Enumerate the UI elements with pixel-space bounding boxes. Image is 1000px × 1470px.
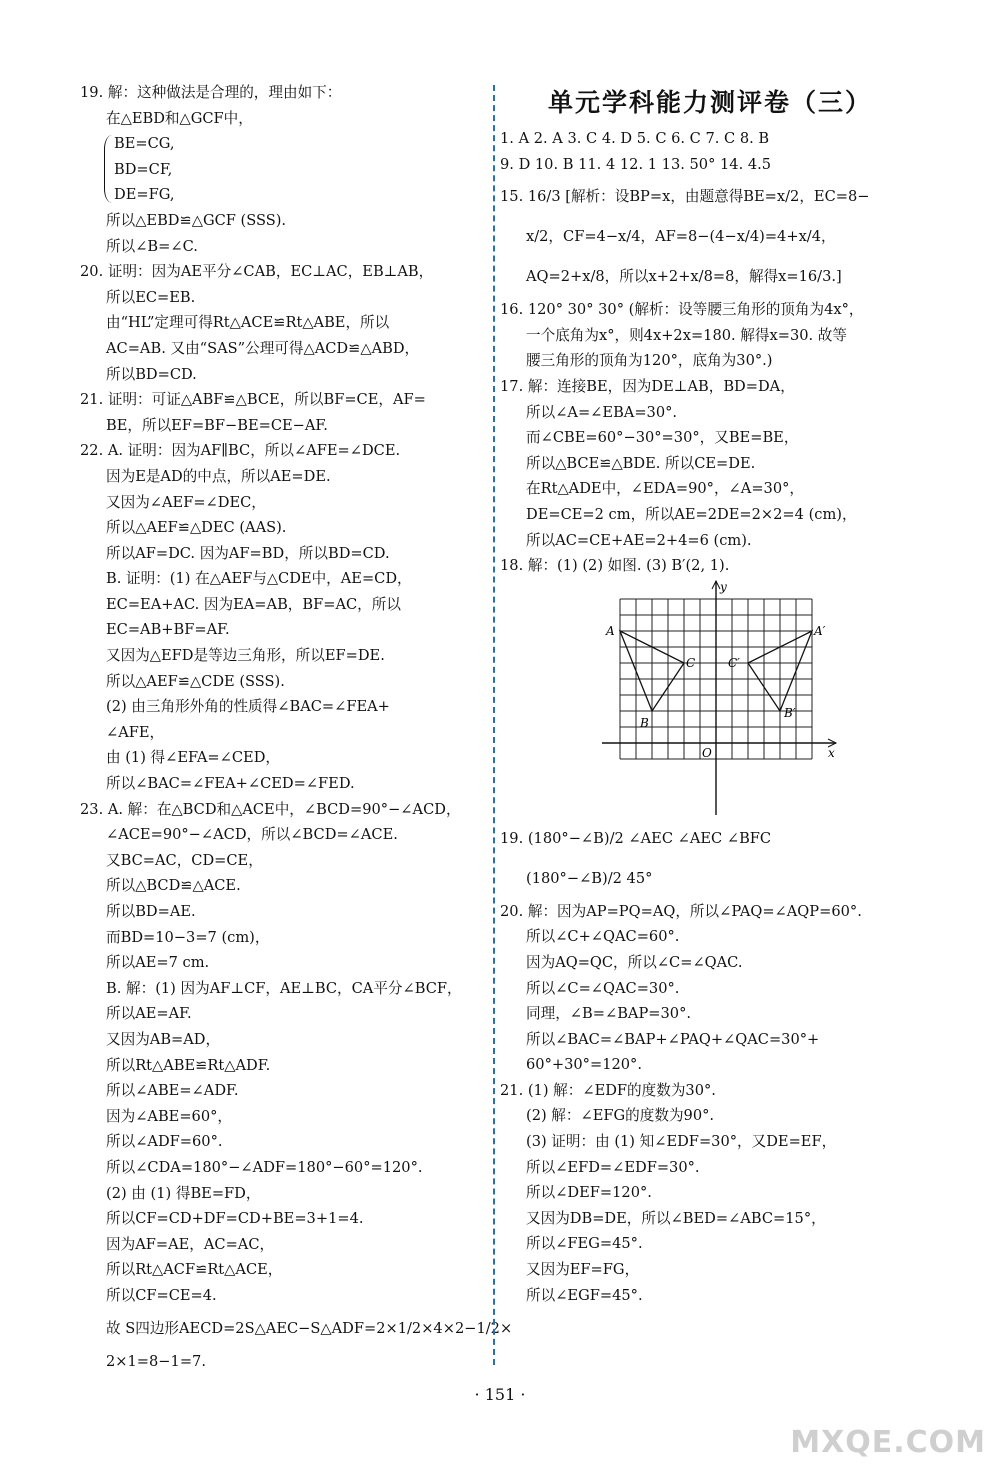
text-line: 而∠CBE=60°−30°=30°，又BE=BE， bbox=[526, 429, 799, 447]
text-line: 60°+30°=120°. bbox=[526, 1056, 642, 1074]
text-line: 在Rt△ADE中，∠EDA=90°，∠A=30°， bbox=[526, 480, 805, 498]
text-line: 腰三角形的顶角为120°，底角为30°.) bbox=[526, 352, 773, 370]
column-divider bbox=[493, 85, 495, 1365]
y-axis-label: y bbox=[720, 579, 727, 594]
right-answers-top bbox=[500, 126, 920, 579]
text-line: 又BC=AC，CD=CE， bbox=[106, 851, 263, 869]
text-line: 所以AF=DC. 因为AF=BD，所以BD=CD. bbox=[106, 544, 390, 562]
text-line: BE=CG, bbox=[114, 135, 175, 153]
text-line: 1. A 2. A 3. C 4. D 5. C 6. C 7. C 8. B bbox=[500, 130, 770, 147]
text-line: AQ=2+x/8，所以x+2+x/8=8，解得x=16/3.] bbox=[526, 268, 842, 286]
brace-group bbox=[80, 131, 490, 208]
text-line: 又因为△EFD是等边三角形，所以EF=DE. bbox=[106, 647, 385, 665]
text-line: BD=CF, bbox=[114, 160, 173, 178]
watermark: MXQE.COM bbox=[790, 1425, 986, 1460]
point-label: C bbox=[686, 655, 696, 670]
text-line: 在△EBD和△GCF中， bbox=[106, 109, 253, 127]
left-brace bbox=[104, 135, 113, 203]
text-line: 所以∠EGF=45°. bbox=[526, 1286, 643, 1304]
text-line: 15. 16/3 [解析：设BP=x，由题意得BE=x/2，EC=8− bbox=[500, 188, 870, 206]
text-line: 所以EC=EB. bbox=[106, 288, 196, 306]
text-line: (2) 由 (1) 得BE=FD， bbox=[106, 1184, 261, 1202]
text-line: 所以∠A=∠EBA=30°. bbox=[526, 403, 678, 421]
text-line: 又因为∠AEF=∠DEC， bbox=[106, 493, 266, 511]
text-line: BE，所以EF=BF−BE=CE−AF. bbox=[106, 416, 328, 434]
text-line: 18. 解：(1) (2) 如图. (3) B′(2, 1). bbox=[500, 557, 730, 575]
point-label: A bbox=[606, 623, 615, 638]
text-line: 2×1=8−1=7. bbox=[106, 1352, 206, 1370]
text-line: 所以△BCE≌△BDE. 所以CE=DE. bbox=[526, 454, 756, 472]
point-label: C′ bbox=[728, 655, 740, 670]
text-line: ∠ACE=90°−∠ACD，所以∠BCD=∠ACE. bbox=[106, 826, 398, 844]
x-axis-label: x bbox=[828, 745, 835, 760]
right-column bbox=[500, 80, 920, 1308]
text-line: 所以AE=7 cm. bbox=[106, 954, 210, 972]
text-line: 所以Rt△ACF≌Rt△ACE， bbox=[106, 1261, 283, 1279]
text-line: 所以AE=AF. bbox=[106, 1005, 192, 1023]
text-line: 所以Rt△ABE≌Rt△ADF. bbox=[106, 1056, 271, 1074]
text-line: 所以∠C+∠QAC=60°. bbox=[526, 928, 680, 946]
text-line: 因为AF=AE，AC=AC， bbox=[106, 1235, 275, 1253]
text-line: 因为∠ABE=60°， bbox=[106, 1107, 233, 1125]
coordinate-figure bbox=[600, 579, 840, 819]
text-line: 19. (180°−∠B)/2 ∠AEC ∠AEC ∠BFC bbox=[500, 829, 772, 847]
text-line: 又因为DB=DE，所以∠BED=∠ABC=15°， bbox=[526, 1209, 826, 1227]
text-line: EC=EA+AC. 因为EA=AB，BF=AC，所以 bbox=[106, 595, 401, 613]
text-line: DE=FG, bbox=[114, 186, 175, 204]
text-line: 所以∠BAC=∠FEA+∠CED=∠FED. bbox=[106, 775, 355, 793]
text-line: 20. 证明：因为AE平分∠CAB，EC⊥AC，EB⊥AB， bbox=[80, 263, 434, 281]
text-line: 故 S四边形AECD=2S△AEC−S△ADF=2×1/2×4×2−1/2× bbox=[106, 1319, 513, 1337]
text-line: (3) 证明：由 (1) 知∠EDF=30°，又DE=EF， bbox=[526, 1133, 837, 1151]
text-line: 所以∠B=∠C. bbox=[106, 237, 198, 255]
text-line: 所以∠EFD=∠EDF=30°. bbox=[526, 1158, 700, 1176]
text-line: B. 解：(1) 因为AF⊥CF，AE⊥BC，CA平分∠BCF， bbox=[106, 979, 462, 997]
text-line: 而BD=10−3=7 (cm)， bbox=[106, 928, 270, 946]
right-answers-bottom bbox=[500, 819, 920, 1309]
text-line: 所以∠FEG=45°. bbox=[526, 1235, 643, 1253]
grid-figure bbox=[600, 579, 840, 819]
section-title: 单元学科能力测评卷（三） bbox=[547, 88, 872, 117]
text-line: 所以BD=AE. bbox=[106, 903, 196, 920]
text-line: 21. 证明：可证△ABF≌△BCE，所以BF=CE，AF= bbox=[80, 391, 426, 409]
text-line: 22. A. 证明：因为AF∥BC，所以∠AFE=∠DCE. bbox=[80, 442, 401, 460]
point-label: B bbox=[640, 715, 649, 730]
text-line: 由 (1) 得∠EFA=∠CED， bbox=[106, 749, 280, 767]
text-line: 所以△EBD≌△GCF (SSS). bbox=[106, 211, 287, 229]
text-line: (2) 由三角形外角的性质得∠BAC=∠FEA+ bbox=[106, 698, 390, 716]
text-line: 9. D 10. B 11. 4 12. 1 13. 50° 14. 4.5 bbox=[500, 155, 772, 173]
page-number: · 151 · bbox=[474, 1385, 526, 1404]
text-line: 因为AQ=QC，所以∠C=∠QAC. bbox=[526, 953, 743, 971]
text-line: 21. (1) 解：∠EDF的度数为30°. bbox=[500, 1081, 716, 1099]
text-line: EC=AB+BF=AF. bbox=[106, 621, 230, 639]
text-line: 所以CF=CD+DF=CD+BE=3+1=4. bbox=[106, 1210, 364, 1228]
text-line: 所以CF=CE=4. bbox=[106, 1286, 217, 1304]
text-line: DE=CE=2 cm，所以AE=2DE=2×2=4 (cm)， bbox=[526, 505, 857, 523]
text-line: 一个底角为x°，则4x+2x=180. 解得x=30. 故等 bbox=[526, 326, 847, 344]
text-line: ∠AFE， bbox=[106, 723, 165, 741]
text-line: 所以∠BAC=∠BAP+∠PAQ+∠QAC=30°+ bbox=[526, 1030, 820, 1048]
text-line: (180°−∠B)/2 45° bbox=[526, 869, 653, 887]
text-line: 所以∠ABE=∠ADF. bbox=[106, 1082, 239, 1100]
text-line: x/2，CF=4−x/4，AF=8−(4−x/4)=4+x/4， bbox=[526, 228, 836, 246]
text-line: 23. A. 解：在△BCD和△ACE中，∠BCD=90°−∠ACD， bbox=[80, 800, 461, 818]
text-line: 17. 解：连接BE，因为DE⊥AB，BD=DA， bbox=[500, 377, 795, 395]
text-line: B. 证明：(1) 在△AEF与△CDE中，AE=CD， bbox=[106, 570, 412, 588]
text-line: 19. 解：这种做法是合理的，理由如下： bbox=[80, 84, 342, 101]
point-label: A′ bbox=[814, 623, 826, 638]
text-line: 所以△BCD≌△ACE. bbox=[106, 877, 241, 895]
text-line: 所以△AEF≌△DEC (AAS). bbox=[106, 519, 287, 537]
text-line: (2) 解：∠EFG的度数为90°. bbox=[526, 1107, 715, 1125]
text-line: 所以△AEF≌△CDE (SSS). bbox=[106, 672, 285, 690]
text-line: 所以∠ADF=60°. bbox=[106, 1133, 223, 1151]
text-line: 由“HL”定理可得Rt△ACE≌Rt△ABE，所以 bbox=[106, 314, 390, 332]
text-line: AC=AB. 又由“SAS”公理可得△ACD≌△ABD， bbox=[106, 339, 420, 357]
text-line: 所以AC=CE+AE=2+4=6 (cm). bbox=[526, 531, 752, 549]
text-line: 又因为EF=FG， bbox=[526, 1261, 640, 1279]
text-line: 因为E是AD的中点，所以AE=DE. bbox=[106, 467, 331, 485]
text-line: 所以∠C=∠QAC=30°. bbox=[526, 979, 680, 997]
origin-label: O bbox=[702, 745, 712, 760]
text-line: 又因为AB=AD， bbox=[106, 1030, 221, 1048]
text-line: 20. 解：因为AP=PQ=AQ，所以∠PAQ=∠AQP=60°. bbox=[500, 902, 862, 920]
text-line: 所以∠DEF=120°. bbox=[526, 1184, 652, 1202]
point-label: B′ bbox=[784, 705, 796, 720]
text-line: 同理，∠B=∠BAP=30°. bbox=[526, 1005, 692, 1023]
text-line: 所以BD=CD. bbox=[106, 365, 197, 383]
text-line: 所以∠CDA=180°−∠ADF=180°−60°=120°. bbox=[106, 1158, 423, 1176]
left-column bbox=[80, 80, 513, 1374]
text-line: 16. 120° 30° 30° (解析：设等腰三角形的顶角为4x°， bbox=[500, 301, 864, 319]
